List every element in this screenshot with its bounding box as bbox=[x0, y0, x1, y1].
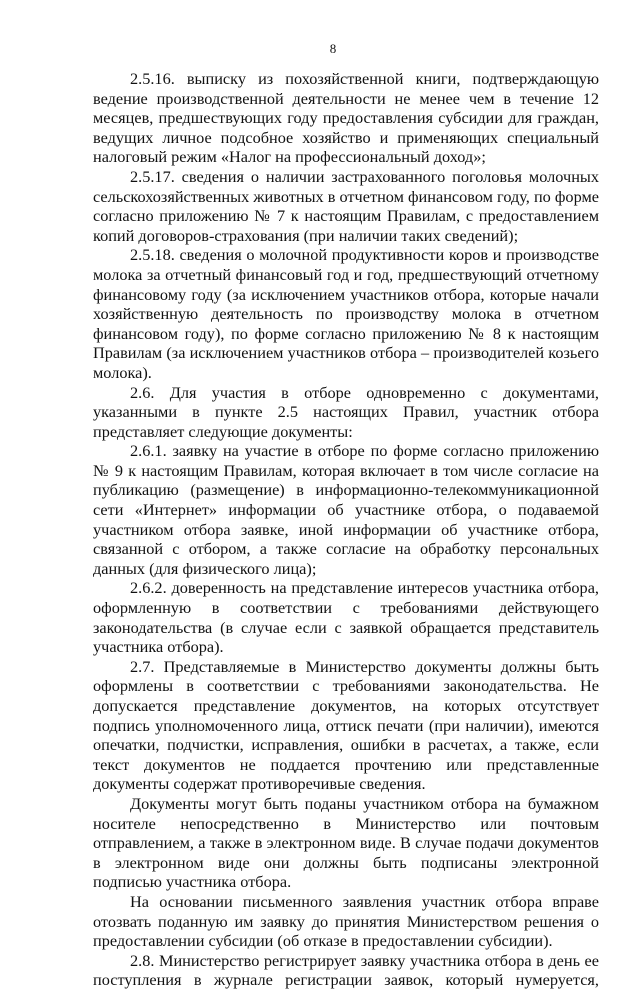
paragraph-2-8: 2.8. Министерство регистрирует заявку участника отбора в день ее поступления в журнале регистрации заявок, который нумеруется, bbox=[93, 950, 599, 990]
paragraph-2-5-16: 2.5.16. выписку из похозяйственной книги, подтверждающую ведение производственной деятельности не менее чем в течение 12 месяцев, предшествующих году предоставления субсидии для граждан, ведущих личное подсобное хозяйство и применяющих специальный налоговый режим «Налог на профессиональный доход»; bbox=[93, 69, 599, 167]
page-number: 8 bbox=[329, 41, 337, 56]
paragraph-2-7: 2.7. Представляемые в Министерство документы должны быть оформлены в соответствии с требованиями законодательства. Не допускается представление документов, на которых отсутствует подпись уполномоченного лица, оттиск печати (при наличии), имеются опечатки, подчистки, исправления, ошибки в расчетах, а также, если текст документов не поддается прочтению или представленные документы содержат противоречивые сведения. bbox=[93, 656, 599, 794]
paragraph-2-6: 2.6. Для участия в отборе одновременно с документами, указанными в пункте 2.5 настоящих Правил, участник отбора представляет следующие документы: bbox=[93, 382, 599, 441]
document-body bbox=[93, 69, 599, 990]
paragraph-submission: Документы могут быть поданы участником отбора на бумажном носителе непосредственно в Министерство или почтовым отправлением, а также в электронном виде. В случае подачи документов в электронном виде они должны быть подписаны электронной подписью участника отбора. bbox=[93, 793, 599, 892]
paragraph-2-5-18: 2.5.18. сведения о молочной продуктивности коров и производстве молока за отчетный финансовый год и год, предшествующий отчетному финансовому году (за исключением участников отбора, которые начали хозяйственную деятельность по производству молока в отчетном финансовом году), по форме согласно приложению № 8 к настоящим Правилам (за исключением участников отбора – производителей козьего молока). bbox=[93, 245, 599, 382]
paragraph-withdrawal: На основании письменного заявления участник отбора вправе отозвать поданную им заявку до принятия Министерством решения о предоставлении субсидии (об отказе в предоставлении субсидии). bbox=[93, 891, 599, 951]
paragraph-2-5-17: 2.5.17. сведения о наличии застрахованного поголовья молочных сельскохозяйственных животных в отчетном финансовом году, по форме согласно приложению № 7 к настоящим Правилам, с предоставлением копий договоров-страхования (при наличии таких сведений); bbox=[93, 166, 599, 245]
paragraph-2-6-2: 2.6.2. доверенность на представление интересов участника отбора, оформленную в соответствии с требованиями действующего законодательства (в случае если с заявкой обращается представитель участника отбора). bbox=[93, 578, 599, 657]
paragraph-2-6-1: 2.6.1. заявку на участие в отборе по форме согласно приложению № 9 к настоящим Правилам, которая включает в том числе согласие на публикацию (размещение) в информационно-телекоммуникационной сети «Интернет» информации об участнике отбора, о подаваемой участником отбора заявке, иной информации об участнике отбора, связанной с отбором, а также согласие на обработку персональных данных (для физического лица); bbox=[93, 441, 599, 578]
